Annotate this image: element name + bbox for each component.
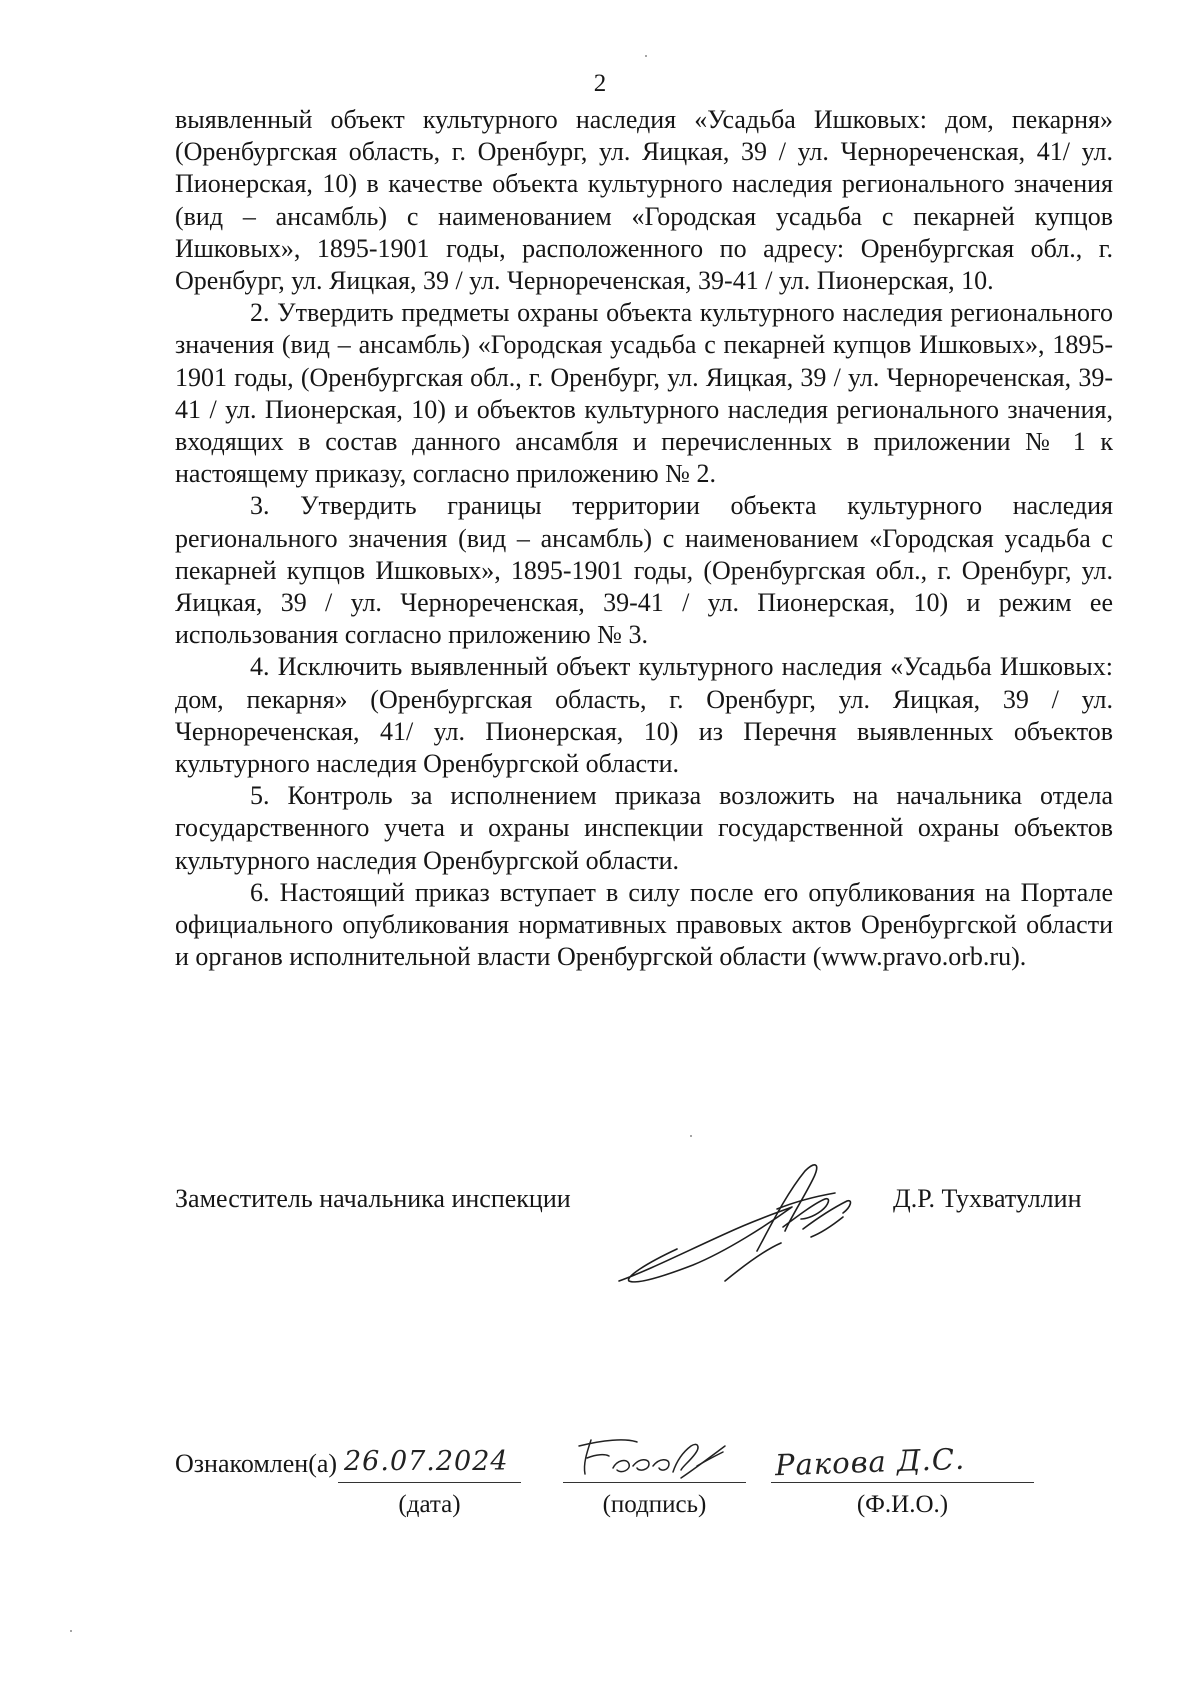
acknowledgement-signature-field (563, 1430, 746, 1483)
scan-speck (70, 1630, 72, 1632)
signer-name: Д.Р. Тухватуллин (893, 1184, 1082, 1213)
order-body (175, 104, 1113, 973)
handwritten-fio: Ракова Д.С. (774, 1441, 966, 1483)
scan-speck (690, 1135, 692, 1137)
handwritten-date: 26.07.2024 (344, 1446, 509, 1477)
signature-caption: (подпись) (602, 1491, 707, 1518)
page-number: 2 (593, 70, 607, 97)
signer-position: Заместитель начальника инспекции (175, 1184, 571, 1213)
acknowledgement-label: Ознакомлен(а) (175, 1449, 338, 1478)
fio-caption: (Ф.И.О.) (856, 1491, 949, 1518)
acknowledgement-block (175, 1430, 1113, 1530)
paragraph-item-5: 5. Контроль за исполнением приказа возложить на начальника отдела государственного учета и охраны инспекции государственной охраны объектов культурного наследия Оренбургской области. (175, 781, 1113, 875)
paragraph-item-6: 6. Настоящий приказ вступает в силу после его опубликования на Портале официального опубликования нормативных правовых актов Оренбургской области и органов исполнительной власти Оренбургской области (www.pravo.orb.ru). (175, 877, 1113, 972)
scan-speck (645, 55, 647, 57)
paragraph-item-2: 2. Утвердить предметы охраны объекта культурного наследия регионального значения (вид – ансамбль) «Городская усадьба с пекарней купцов Ишковых», 1895-1901 годы, (Оренбургская обл., г. Оренбург, ул. Яицкая, 39 / ул. Чернореченская, 39-41 / ул. Пионерская, 10) и объектов культурного наследия регионального значения, входящих в состав данного ансамбля и перечисленных в приложении № 1 к настоящему приказу, согласно приложению № 2. (175, 298, 1113, 489)
paragraph-item-4: 4. Исключить выявленный объект культурного наследия «Усадьба Ишковых: дом, пекарня» (Оренбургская область, г. Оренбург, ул. Яицкая, 39 / ул. Чернореченская, 41/ ул. Пионерская, 10) из Перечня выявленных объектов культурного наследия Оренбургской области. (175, 652, 1113, 779)
official-signature (607, 1153, 877, 1293)
signature-block (175, 1183, 1113, 1293)
handwritten-signature (573, 1432, 743, 1482)
paragraph-continuation: выявленный объект культурного наследия «Усадьба Ишковых: дом, пекарня» (Оренбургская область, г. Оренбург, ул. Яицкая, 39 / ул. Чернореченская, 41/ ул. Пионерская, 10) в качестве объекта культурного наследия регионального значения (вид – ансамбль) с наименованием «Городская усадьба с пекарней купцов Ишковых», 1895-1901 годы, расположенного по адресу: Оренбургская обл., г. Оренбург, ул. Яицкая, 39 / ул. Чернореченская, 39-41 / ул. Пионерская, 10. (175, 105, 1113, 296)
paragraph-item-3: 3. Утвердить границы территории объекта культурного наследия регионального значения (вид – ансамбль) с наименованием «Городская усадьба с пекарней купцов Ишковых», 1895-1901 годы, (Оренбургская обл., г. Оренбург, ул. Яицкая, 39 / ул. Чернореченская, 39-41 / ул. Пионерская, 10) и режим ее использования согласно приложению № 3. (175, 491, 1113, 650)
acknowledgement-fio-field (771, 1430, 1034, 1483)
date-caption: (дата) (398, 1491, 461, 1518)
acknowledgement-date-field (338, 1430, 521, 1483)
